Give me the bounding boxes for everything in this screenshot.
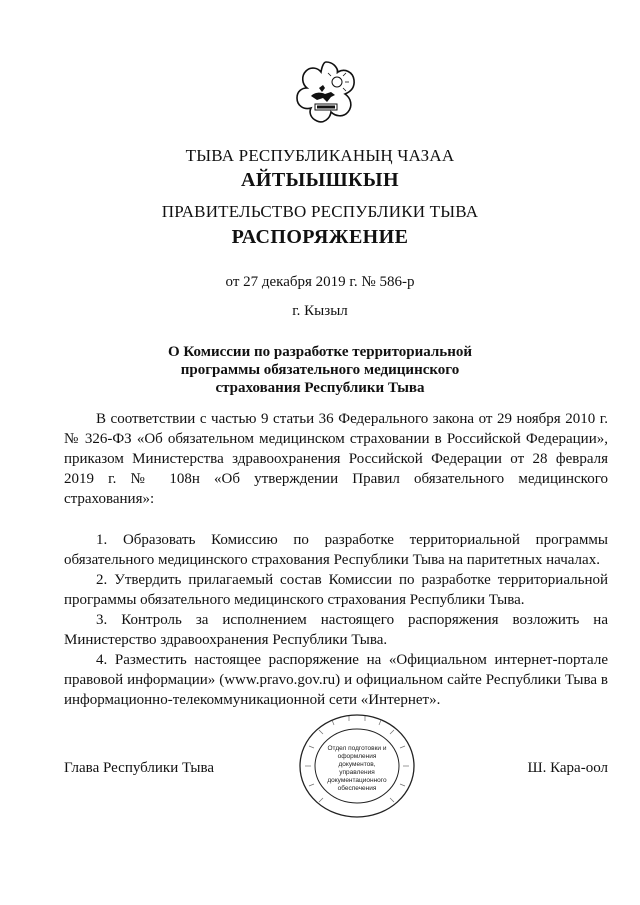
subject-line: программы обязательного медицинского [180, 362, 460, 378]
resolution-item: 3. Контроль за исполнением настоящего распоряжения возложить на Министерство здравоохранения Республики Тыва. [64, 612, 608, 648]
resolution-item: 1. Образовать Комиссию по разработке территориальной программы обязательного медицинского страхования Республики Тыва на паритетных началах. [64, 532, 608, 568]
subject-line: страхования Республики Тыва [215, 380, 425, 396]
resolution-item: 2. Утвердить прилагаемый состав Комиссии по разработке территориальной программы обязательного медицинского страхования Республики Тыва. [64, 572, 608, 608]
subject-line: О Комиссии по разработке территориальной [168, 344, 472, 360]
doc-type-title: РАСПОРЯЖЕНИЕ [231, 226, 409, 248]
resolution-items [64, 530, 608, 710]
government-title: ПРАВИТЕЛЬСТВО РЕСПУБЛИКИ ТЫВА [161, 202, 479, 221]
resolution-item: 4. Разместить настоящее распоряжение на «Официальном интернет-портале правовой информации» (www.pravo.gov.ru) и официальном сайте Республики Тыва в информационно-телекоммуникационной сети «Интернет». [64, 652, 608, 708]
document-city: г. Кызыл [292, 303, 348, 319]
preamble-paragraph: В соответствии с частью 9 статьи 36 Федерального закона от 29 ноября 2010 г. № 326-ФЗ «Об обязательном медицинском страховании в Российской Федерации», приказом Министерства здравоохранения Российской Федерации от 28 февраля 2019 г. № 108н «Об утверждении Правил обязательного медицинского страхования»: [64, 411, 608, 507]
document-date-number: от 27 декабря 2019 г. № 586-р [225, 274, 415, 290]
emblem-icon [293, 58, 359, 128]
signature-position: Глава Республики Тыва [64, 760, 215, 776]
document-subject [0, 343, 640, 397]
republic-tuvan-title: ТЫВА РЕСПУБЛИКАНЫҢ ЧАЗАА [185, 146, 455, 165]
stamp-inner-text: Отдел подготовки и оформления документов, управления документационного обеспечения [327, 745, 387, 792]
doc-type-tuvan: АЙТЫЫШКЫН [241, 169, 399, 191]
signature-name: Ш. Кара-оол [527, 760, 608, 776]
